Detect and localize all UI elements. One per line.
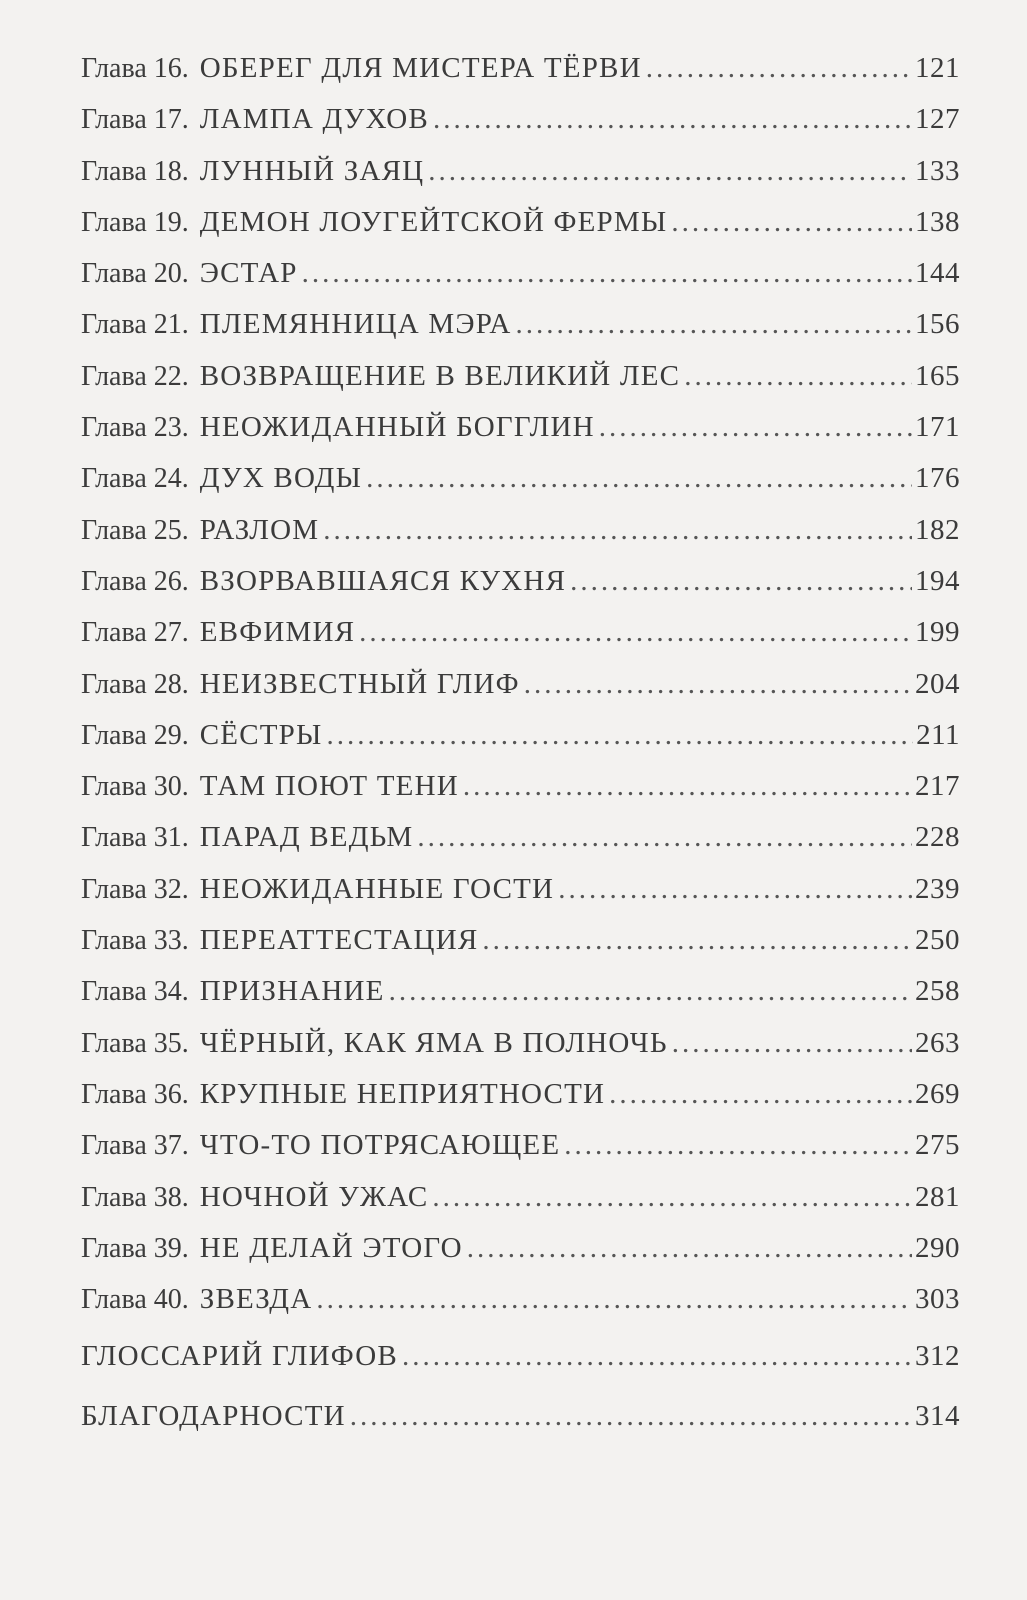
- page-number: 138: [915, 205, 960, 238]
- dot-leader: [609, 1078, 912, 1111]
- chapter-number: Глава 30.: [81, 771, 189, 803]
- chapter-title: РАЗЛОМ: [199, 513, 320, 546]
- toc-entry-chapter-40: [81, 1283, 960, 1334]
- toc-entry-chapter-38: [81, 1181, 960, 1232]
- chapter-number: Глава 38.: [81, 1181, 189, 1213]
- dot-leader: [327, 719, 914, 752]
- chapter-title: НОЧНОЙ УЖАС: [199, 1180, 429, 1213]
- chapter-number: Глава 21.: [81, 309, 189, 341]
- dot-leader: [558, 873, 912, 906]
- page-number: 171: [915, 411, 960, 444]
- page-number: 211: [916, 718, 960, 751]
- toc-entry-chapter-18: [81, 155, 960, 206]
- chapter-number: Глава 24.: [81, 463, 189, 495]
- chapter-number: Глава 25.: [81, 514, 189, 546]
- page-number: 165: [915, 359, 960, 392]
- dot-leader: [417, 821, 912, 854]
- toc-entry-chapter-19: [81, 206, 960, 257]
- chapter-number: Глава 28.: [81, 668, 189, 700]
- chapter-number: Глава 17.: [81, 104, 189, 136]
- chapter-title: ОБЕРЕГ ДЛЯ МИСТЕРА ТЁРВИ: [199, 52, 642, 84]
- chapter-title: ПАРАД ВЕДЬМ: [199, 821, 414, 854]
- section-title: ГЛОССАРИЙ ГЛИФОВ: [81, 1340, 398, 1373]
- chapter-title: ЧТО-ТО ПОТРЯСАЮЩЕЕ: [199, 1129, 561, 1162]
- page-number: 239: [915, 872, 960, 905]
- chapter-number: Глава 18.: [81, 155, 189, 187]
- chapter-title: ЛУННЫЙ ЗАЯЦ: [199, 154, 425, 187]
- page-number: 199: [915, 616, 960, 649]
- dot-leader: [302, 257, 912, 290]
- chapter-title: ЧЁРНЫЙ, КАК ЯМА В ПОЛНОЧЬ: [199, 1026, 668, 1059]
- page-number: 290: [915, 1231, 960, 1264]
- chapter-title: ПЕРЕАТТЕСТАЦИЯ: [199, 924, 479, 957]
- chapter-number: Глава 39.: [81, 1232, 189, 1264]
- toc-entry-chapter-36: [81, 1078, 960, 1129]
- dot-leader: [402, 1340, 912, 1373]
- page-number: 258: [915, 975, 960, 1008]
- page-number: 194: [915, 564, 960, 597]
- dot-leader: [467, 1232, 912, 1265]
- toc-entry-chapter-33: [81, 924, 960, 975]
- chapter-title: НЕОЖИДАННЫЙ БОГГЛИН: [199, 411, 595, 444]
- chapter-title: ПРИЗНАНИЕ: [199, 975, 385, 1008]
- page-number: 204: [915, 667, 960, 700]
- toc-entry-chapter-35: [81, 1027, 960, 1078]
- chapter-number: Глава 36.: [81, 1078, 189, 1110]
- chapter-title: ЕВФИМИЯ: [199, 616, 356, 649]
- dot-leader: [432, 1181, 912, 1214]
- toc-entry-chapter-29: [81, 719, 960, 770]
- dot-leader: [684, 360, 912, 393]
- page-number: 228: [915, 821, 960, 854]
- dot-leader: [672, 1027, 912, 1060]
- chapter-number: Глава 35.: [81, 1027, 189, 1059]
- toc-entry-chapter-34: [81, 975, 960, 1026]
- page-number: 250: [915, 924, 960, 957]
- dot-leader: [564, 1129, 912, 1162]
- toc-entry-chapter-32: [81, 873, 960, 924]
- dot-leader: [359, 616, 912, 649]
- toc-entry-chapter-26: [81, 565, 960, 616]
- chapter-title: ДУХ ВОДЫ: [199, 462, 363, 495]
- chapter-number: Глава 31.: [81, 822, 189, 854]
- chapter-number: Глава 16.: [81, 53, 189, 84]
- table-of-contents: [81, 52, 960, 1460]
- chapter-title: ПЛЕМЯННИЦА МЭРА: [199, 308, 512, 341]
- dot-leader: [524, 668, 912, 701]
- toc-entry-chapter-37: [81, 1129, 960, 1180]
- chapter-number: Глава 40.: [81, 1284, 189, 1316]
- chapter-number: Глава 37.: [81, 1130, 189, 1162]
- page-number: 275: [915, 1129, 960, 1162]
- dot-leader: [599, 411, 912, 444]
- chapter-title: НЕОЖИДАННЫЕ ГОСТИ: [199, 872, 555, 905]
- dot-leader: [428, 155, 912, 188]
- toc-entry-chapter-22: [81, 360, 960, 411]
- dot-leader: [463, 770, 912, 803]
- chapter-number: Глава 26.: [81, 565, 189, 597]
- page-number: 144: [915, 257, 960, 290]
- page-number: 303: [915, 1283, 960, 1316]
- chapter-number: Глава 22.: [81, 360, 189, 392]
- page-number: 281: [915, 1180, 960, 1213]
- dot-leader: [433, 103, 912, 136]
- chapter-number: Глава 20.: [81, 258, 189, 290]
- chapter-title: ТАМ ПОЮТ ТЕНИ: [199, 770, 459, 803]
- toc-entry-chapter-16: [81, 52, 960, 103]
- toc-entry-chapter-21: [81, 308, 960, 359]
- chapter-number: Глава 27.: [81, 617, 189, 649]
- chapter-title: НЕИЗВЕСТНЫЙ ГЛИФ: [199, 667, 520, 700]
- page-number: 156: [915, 308, 960, 341]
- chapter-title: ВОЗВРАЩЕНИЕ В ВЕЛИКИЙ ЛЕС: [199, 359, 681, 392]
- dot-leader: [350, 1400, 912, 1433]
- toc-entry-chapter-23: [81, 411, 960, 462]
- toc-entry-chapter-25: [81, 514, 960, 565]
- toc-entry-chapter-31: [81, 821, 960, 872]
- chapter-title: ЛАМПА ДУХОВ: [199, 103, 429, 136]
- chapter-title: ВЗОРВАВШАЯСЯ КУХНЯ: [199, 564, 567, 597]
- dot-leader: [366, 462, 912, 495]
- dot-leader: [323, 514, 912, 547]
- page-number: 263: [915, 1026, 960, 1059]
- toc-entry-chapter-39: [81, 1232, 960, 1283]
- dot-leader: [515, 308, 912, 341]
- chapter-number: Глава 23.: [81, 412, 189, 444]
- dot-leader: [316, 1283, 912, 1316]
- toc-entry-chapter-30: [81, 770, 960, 821]
- toc-entry-chapter-24: [81, 462, 960, 513]
- toc-entry-glossary: [81, 1340, 960, 1400]
- page-number: 133: [915, 154, 960, 187]
- dot-leader: [646, 52, 912, 85]
- chapter-title: ЭСТАР: [199, 257, 298, 290]
- toc-entry-chapter-27: [81, 616, 960, 667]
- dot-leader: [570, 565, 912, 598]
- page-number: 312: [915, 1340, 960, 1373]
- chapter-title: СЁСТРЫ: [199, 718, 323, 751]
- chapter-title: КРУПНЫЕ НЕПРИЯТНОСТИ: [199, 1077, 606, 1110]
- toc-entry-acknowledgements: [81, 1400, 960, 1460]
- dot-leader: [482, 924, 912, 957]
- page-number: 217: [915, 770, 960, 803]
- chapter-number: Глава 32.: [81, 873, 189, 905]
- page-number: 182: [915, 513, 960, 546]
- chapter-number: Глава 34.: [81, 976, 189, 1008]
- dot-leader: [671, 206, 912, 239]
- chapter-number: Глава 29.: [81, 719, 189, 751]
- page-number: 176: [915, 462, 960, 495]
- toc-entry-chapter-20: [81, 257, 960, 308]
- page-number: 127: [915, 103, 960, 136]
- chapter-number: Глава 33.: [81, 925, 189, 957]
- chapter-number: Глава 19.: [81, 206, 189, 238]
- chapter-title: ЗВЕЗДА: [199, 1283, 313, 1316]
- page-number: 314: [915, 1400, 960, 1433]
- toc-entry-chapter-28: [81, 668, 960, 719]
- chapter-title: НЕ ДЕЛАЙ ЭТОГО: [199, 1231, 463, 1264]
- section-title: БЛАГОДАРНОСТИ: [81, 1400, 346, 1433]
- dot-leader: [389, 975, 912, 1008]
- page-number: 121: [915, 52, 960, 84]
- page-number: 269: [915, 1077, 960, 1110]
- toc-entry-chapter-17: [81, 103, 960, 154]
- chapter-title: ДЕМОН ЛОУГЕЙТСКОЙ ФЕРМЫ: [199, 205, 668, 238]
